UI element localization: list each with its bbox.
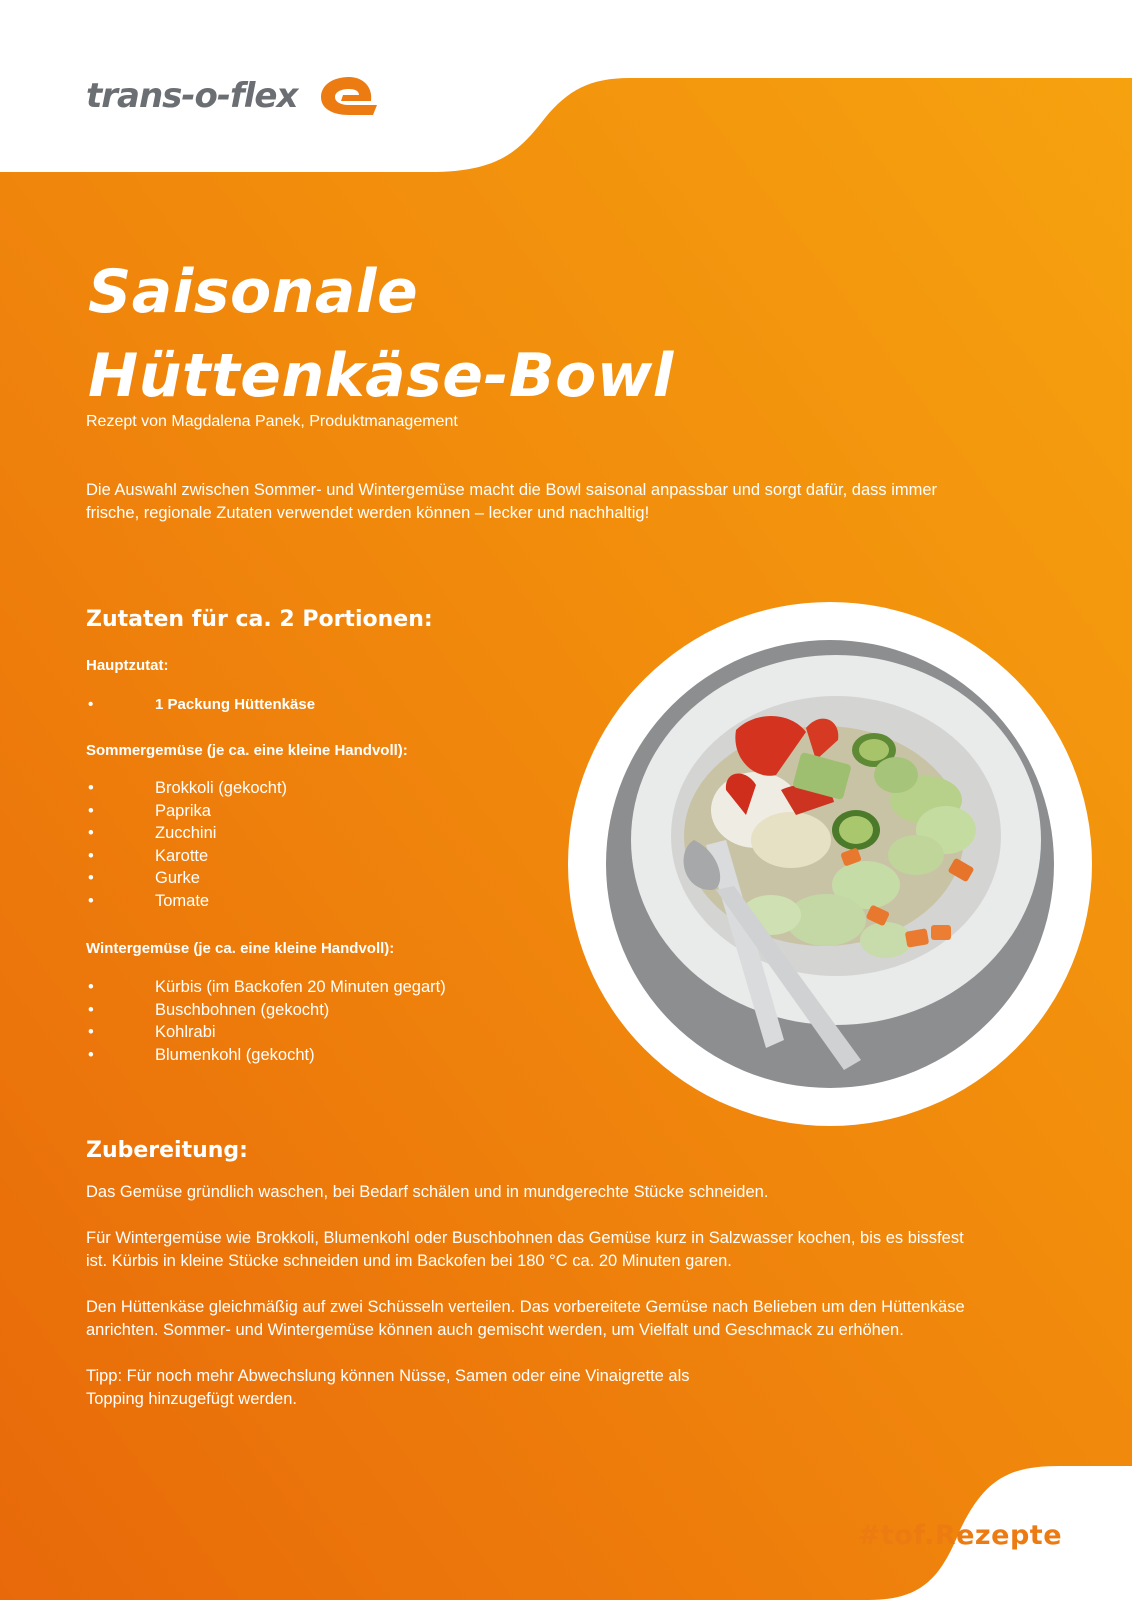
list-item: • Blumenkohl (gekocht) — [86, 1044, 446, 1067]
main-ingredient-label: Hauptzutat: — [86, 657, 169, 674]
recipe-title — [88, 250, 674, 418]
preparation-heading: Zubereitung: — [86, 1138, 248, 1163]
hashtag: #tof.Rezepte — [857, 1520, 1062, 1551]
preparation-steps — [86, 1181, 966, 1434]
list-item: • 1 Packung Hüttenkäse — [86, 694, 315, 717]
list-item: • Brokkoli (gekocht) — [86, 777, 287, 800]
summer-vegetables-list — [86, 777, 287, 913]
logo-wordmark: trans-o-flex — [86, 76, 298, 116]
list-item: • Karotte — [86, 845, 287, 868]
summer-vegetables-label: Sommergemüse (je ca. eine kleine Handvoll): — [86, 742, 408, 759]
intro-text: Die Auswahl zwischen Sommer- und Wintergemüse macht die Bowl saisonal anpassbar und sorgt dafür, dass immer frische, regionale Zutaten verwendet werden können – lecker und nachhaltig! — [86, 481, 938, 522]
brand-logo — [86, 66, 379, 126]
title-line-1: Saisonale — [88, 257, 419, 327]
preparation-step: Das Gemüse gründlich waschen, bei Bedarf schälen und in mundgerechte Stücke schneiden. — [86, 1183, 769, 1201]
preparation-step: Den Hüttenkäse gleichmäßig auf zwei Schüsseln verteilen. Das vorbereitete Gemüse nach Belieben um den Hüttenkäse anrichten. Sommer- und Wintergemüse können auch gemischt werden, um Vielfalt und Geschmack zu erhöhen. — [86, 1298, 965, 1339]
title-line-2: Hüttenkäse-Bowl — [88, 341, 674, 411]
list-item: • Tomate — [86, 890, 287, 913]
bowl-photo — [606, 640, 1054, 1088]
winter-vegetables-label: Wintergemüse (je ca. eine kleine Handvoll): — [86, 940, 395, 957]
list-item: • Buschbohnen (gekocht) — [86, 999, 446, 1022]
list-item: • Zucchini — [86, 822, 287, 845]
winter-vegetables-list — [86, 976, 446, 1066]
list-item: • Kürbis (im Backofen 20 Minuten gegart) — [86, 976, 446, 999]
list-item: • Paprika — [86, 800, 287, 823]
preparation-tip: Tipp: Für noch mehr Abwechslung können Nüsse, Samen oder eine Vinaigrette als Topping hinzugefügt werden. — [86, 1367, 690, 1408]
preparation-step: Für Wintergemüse wie Brokkoli, Blumenkohl oder Buschbohnen das Gemüse kurz in Salzwasser kochen, bis es bissfest ist. Kürbis in kleine Stücke schneiden und im Backofen bei 180 °C ca. 20 Minuten garen. — [86, 1229, 964, 1270]
ingredients-heading: Zutaten für ca. 2 Portionen: — [86, 607, 433, 632]
list-item: • Kohlrabi — [86, 1021, 446, 1044]
list-item: • Gurke — [86, 867, 287, 890]
logo-mark-icon — [303, 71, 379, 121]
main-ingredient-list — [86, 694, 315, 717]
recipe-author: Rezept von Magdalena Panek, Produktmanagement — [86, 413, 458, 430]
